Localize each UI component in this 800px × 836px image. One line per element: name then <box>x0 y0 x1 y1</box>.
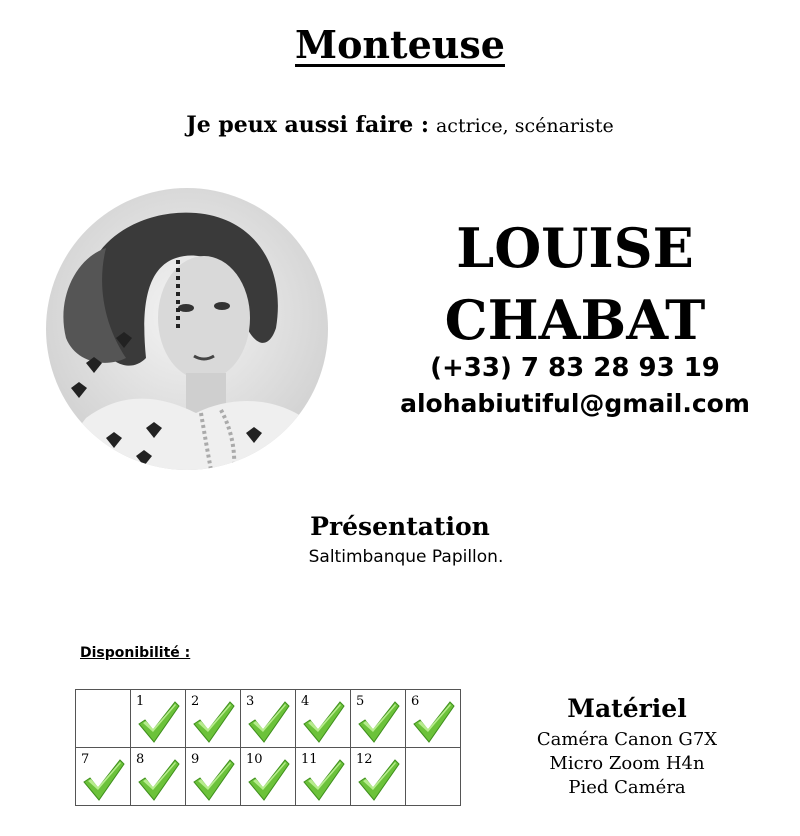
equipment-item: Pied Caméra <box>568 777 686 798</box>
availability-row <box>76 748 461 806</box>
checkmark-icon <box>80 756 126 802</box>
month-number: 7 <box>81 752 90 767</box>
first-name: LOUISE <box>456 216 694 280</box>
checkmark-icon <box>135 756 181 802</box>
availability-cell <box>76 748 131 806</box>
availability-cell <box>131 748 186 806</box>
checkmark-icon <box>355 756 401 802</box>
presentation-text: Saltimbanque Papillon. <box>308 547 504 567</box>
month-number: 11 <box>301 752 318 767</box>
availability-label: Disponibilité : <box>80 645 191 661</box>
availability-cell <box>76 690 131 748</box>
month-number: 2 <box>191 694 200 709</box>
checkmark-icon <box>300 756 346 802</box>
equipment-list <box>520 728 734 800</box>
checkmark-icon <box>410 698 456 744</box>
month-number: 3 <box>246 694 255 709</box>
presentation-title: Présentation <box>310 512 490 541</box>
availability-grid <box>75 689 461 806</box>
availability-cell <box>186 690 241 748</box>
availability-cell <box>186 748 241 806</box>
availability-cell <box>351 748 406 806</box>
profile-photo <box>46 188 328 470</box>
last-name: CHABAT <box>444 288 706 352</box>
equipment-title: Matériel <box>567 694 687 723</box>
month-number: 9 <box>191 752 200 767</box>
equipment-item: Caméra Canon G7X <box>536 729 718 750</box>
month-number: 4 <box>301 694 310 709</box>
checkmark-icon <box>245 756 291 802</box>
availability-cell <box>241 748 296 806</box>
month-number: 1 <box>136 694 145 709</box>
checkmark-icon <box>135 698 181 744</box>
checkmark-icon <box>190 756 236 802</box>
checkmark-icon <box>190 698 236 744</box>
phone-number: (+33) 7 83 28 93 19 <box>430 353 720 383</box>
checkmark-icon <box>355 698 401 744</box>
availability-cell <box>296 748 351 806</box>
month-number: 8 <box>136 752 145 767</box>
availability-cell <box>241 690 296 748</box>
checkmark-icon <box>245 698 291 744</box>
month-number: 6 <box>411 694 420 709</box>
page-title: Monteuse <box>295 22 505 67</box>
availability-cell <box>296 690 351 748</box>
other-roles <box>0 112 800 138</box>
portrait-image <box>46 188 328 470</box>
availability-row <box>76 690 461 748</box>
month-number: 10 <box>246 752 263 767</box>
equipment-item: Micro Zoom H4n <box>549 753 705 774</box>
other-roles-value: actrice, scénariste <box>435 115 614 137</box>
month-number: 12 <box>356 752 373 767</box>
checkmark-icon <box>300 698 346 744</box>
availability-cell <box>406 690 461 748</box>
month-number: 5 <box>356 694 365 709</box>
other-roles-label: Je peux aussi faire : <box>186 112 429 138</box>
availability-cell <box>131 690 186 748</box>
availability-cell <box>351 690 406 748</box>
availability-cell <box>406 748 461 806</box>
email-address[interactable]: alohabiutiful@gmail.com <box>400 389 750 418</box>
candidate-name <box>400 212 750 356</box>
